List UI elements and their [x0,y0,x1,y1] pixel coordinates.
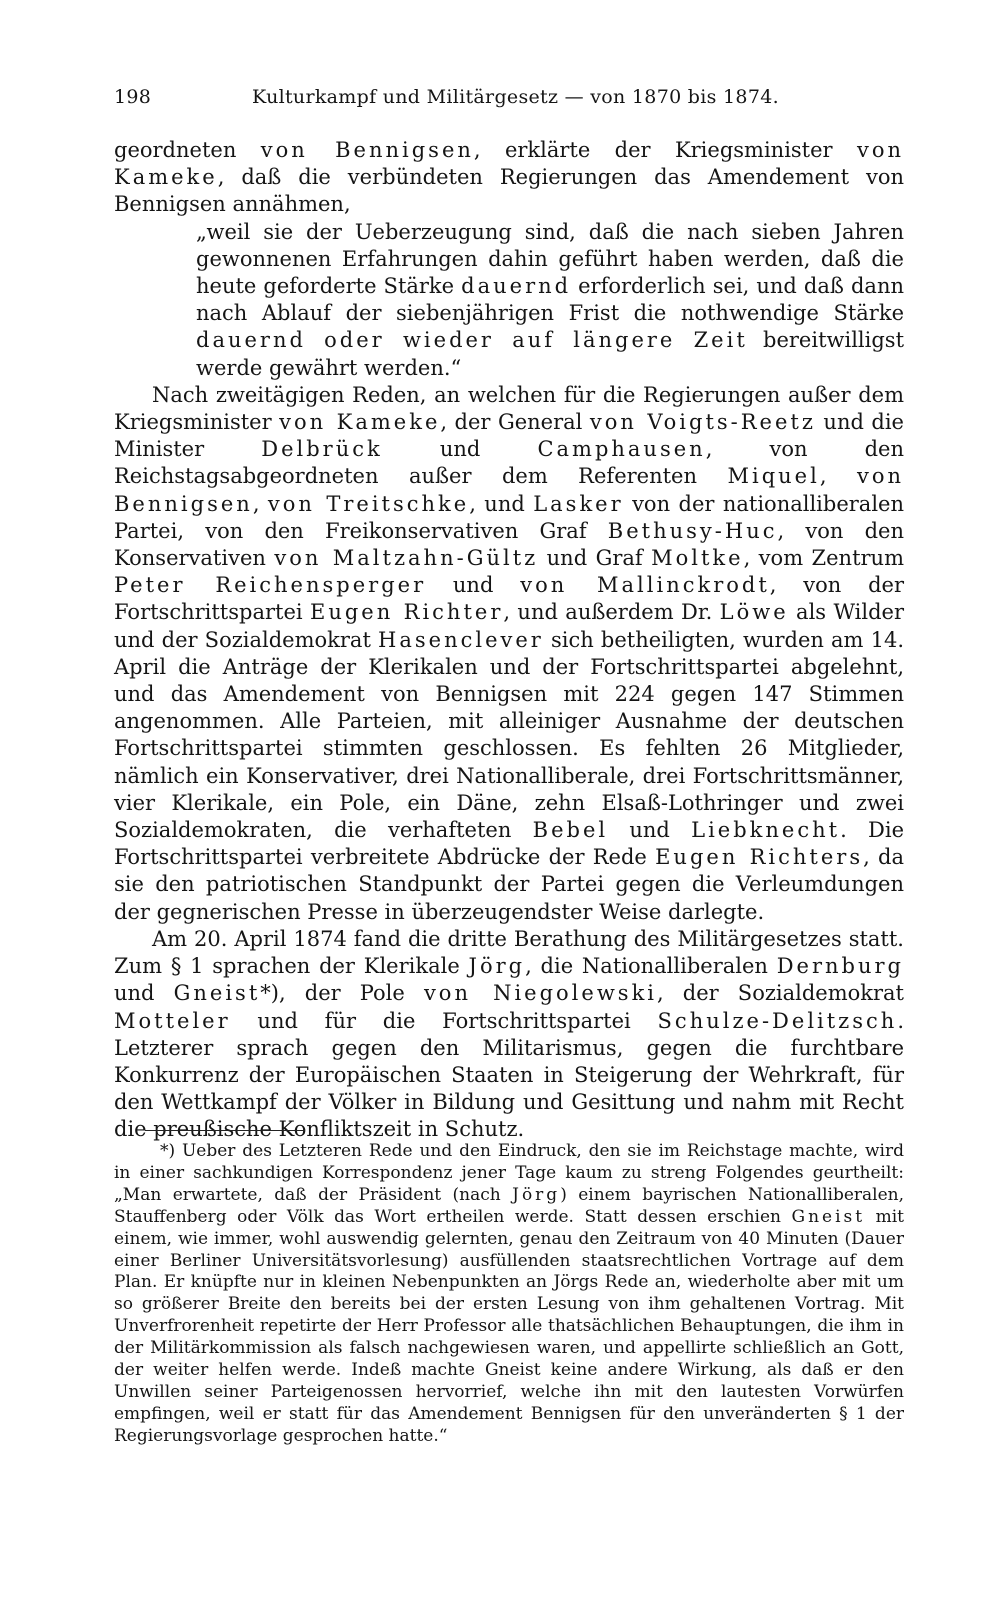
paragraph-continuation: geordneten von Bennigsen, erklärte der Kriegsminister von Kameke, daß die verbündeten Regierungen das Amendement von Bennigsen annähmen, [114,138,905,217]
footnote [114,1141,904,1448]
footnote-text: *) Ueber des Letzteren Rede und den Eindruck, den sie im Reichstage machte, wird in einer sachkundigen Korrespondenz jener Tage kaum zu streng Folgendes geurtheilt: „Man erwartete, daß der Präsident (nach Jörg) einem bayrischen Nationalliberalen, Stauffenberg oder Völk das Wort ertheilen werde. Statt dessen erschien Gneist mit einem, wie immer, wohl auswendig gelernten, genau den Zeitraum von 40 Minuten (Dauer einer Berliner Universitätsvorlesung) ausfüllenden staatsrechtlichen Vortrage auf dem Plan. Er knüpfte nur in kleinen Nebenpunkten an Jörgs Rede an, wiederholte aber mit um so größerer Breite den bereits bei der ersten Lesung von ihm gehaltenen Vortrag. Mit Unverfrorenheit repetirte der Herr Professor alle thatsächlichen Behauptungen, die ihm in der Militärkommission als falsch nachgewiesen waren, und appellirte schließlich an Gott, der weiter helfen werde. Indeß machte Gneist keine andere Wirkung, als daß er den Unwillen seiner Parteigenossen hervorrief, welche ihn mit den lautesten Vorwürfen empfingen, weil er statt für das Amendement Bennigsen für den unveränderten § 1 der Regierungsvorlage gesprochen hatte.“ [114,1141,905,1446]
block-quote: „weil sie der Ueberzeugung sind, daß die nach sieben Jahren gewonnenen Erfahrungen dahin geführt haben werden, daß die heute geforderte Stärke dauernd erforderlich sei, und daß dann nach Ablauf der siebenjährigen Frist die nothwendige Stärke dauernd oder wieder auf längere Zeit bereitwilligst werde gewährt werden.“ [196,219,905,380]
running-title: Kulturkampf und Militärgesetz — von 1870 bis 1874. [252,86,779,108]
paragraph-debate: Nach zweitägigen Reden, an welchen für die Regierungen außer dem Kriegsminister von Kameke, der General von Voigts-Reetz und die Minister Delbrück und Camphausen, von den Reichstagsabgeordneten außer dem Referenten Miquel, von Bennigsen, von Treitschke, und Lasker von der nationalliberalen Partei, von den Freikonservativen Graf Bethusy-Huc, von den Konservativen von Maltzahn-Gültz und Graf Moltke, vom Zentrum Peter Reichensperger und von Mallinckrodt, von der Fortschrittspartei Eugen Richter, und außerdem Dr. Löwe als Wilder und der Sozialdemokrat Hasenclever sich betheiligten, wurden am 14. April die Anträge der Klerikalen und der Fortschrittspartei abgelehnt, und das Amendement von Bennigsen mit 224 gegen 147 Stimmen angenommen. Alle Parteien, mit alleiniger Ausnahme der deutschen Fortschrittspartei stimmten geschlossen. Es fehlten 26 Mitglieder, nämlich ein Konservativer, drei Nationalliberale, drei Fortschrittsmänner, vier Klerikale, ein Pole, ein Däne, zehn Elsaß-Lothringer und zwei Sozialdemokraten, die verhafteten Bebel und Liebknecht. Die Fortschrittspartei verbreitete Abdrücke der Rede Eugen Richters, da sie den patriotischen Standpunkt der Partei gegen die Verleumdungen der gegnerischen Presse in überzeugendster Weise darlegte. [114,382,905,924]
footnote-separator [145,1130,305,1131]
main-text [114,137,904,1144]
page-header [114,86,904,120]
page-number: 198 [114,86,152,108]
paragraph-third-reading: Am 20. April 1874 fand die dritte Berathung des Militärgesetzes statt. Zum § 1 sprachen der Klerikale Jörg, die Nationalliberalen Dernburg und Gneist*), der Pole von Niegolewski, der Sozialdemokrat Motteler und für die Fortschrittspartei Schulze-Delitzsch. Letzterer sprach gegen den Militarismus, gegen die furchtbare Konkurrenz der Europäischen Staaten in Steigerung der Wehrkraft, für den Wettkampf der Völker in Bildung und Gesittung und nahm mit Recht die preußische Konfliktszeit in Schutz. [114,926,904,1142]
